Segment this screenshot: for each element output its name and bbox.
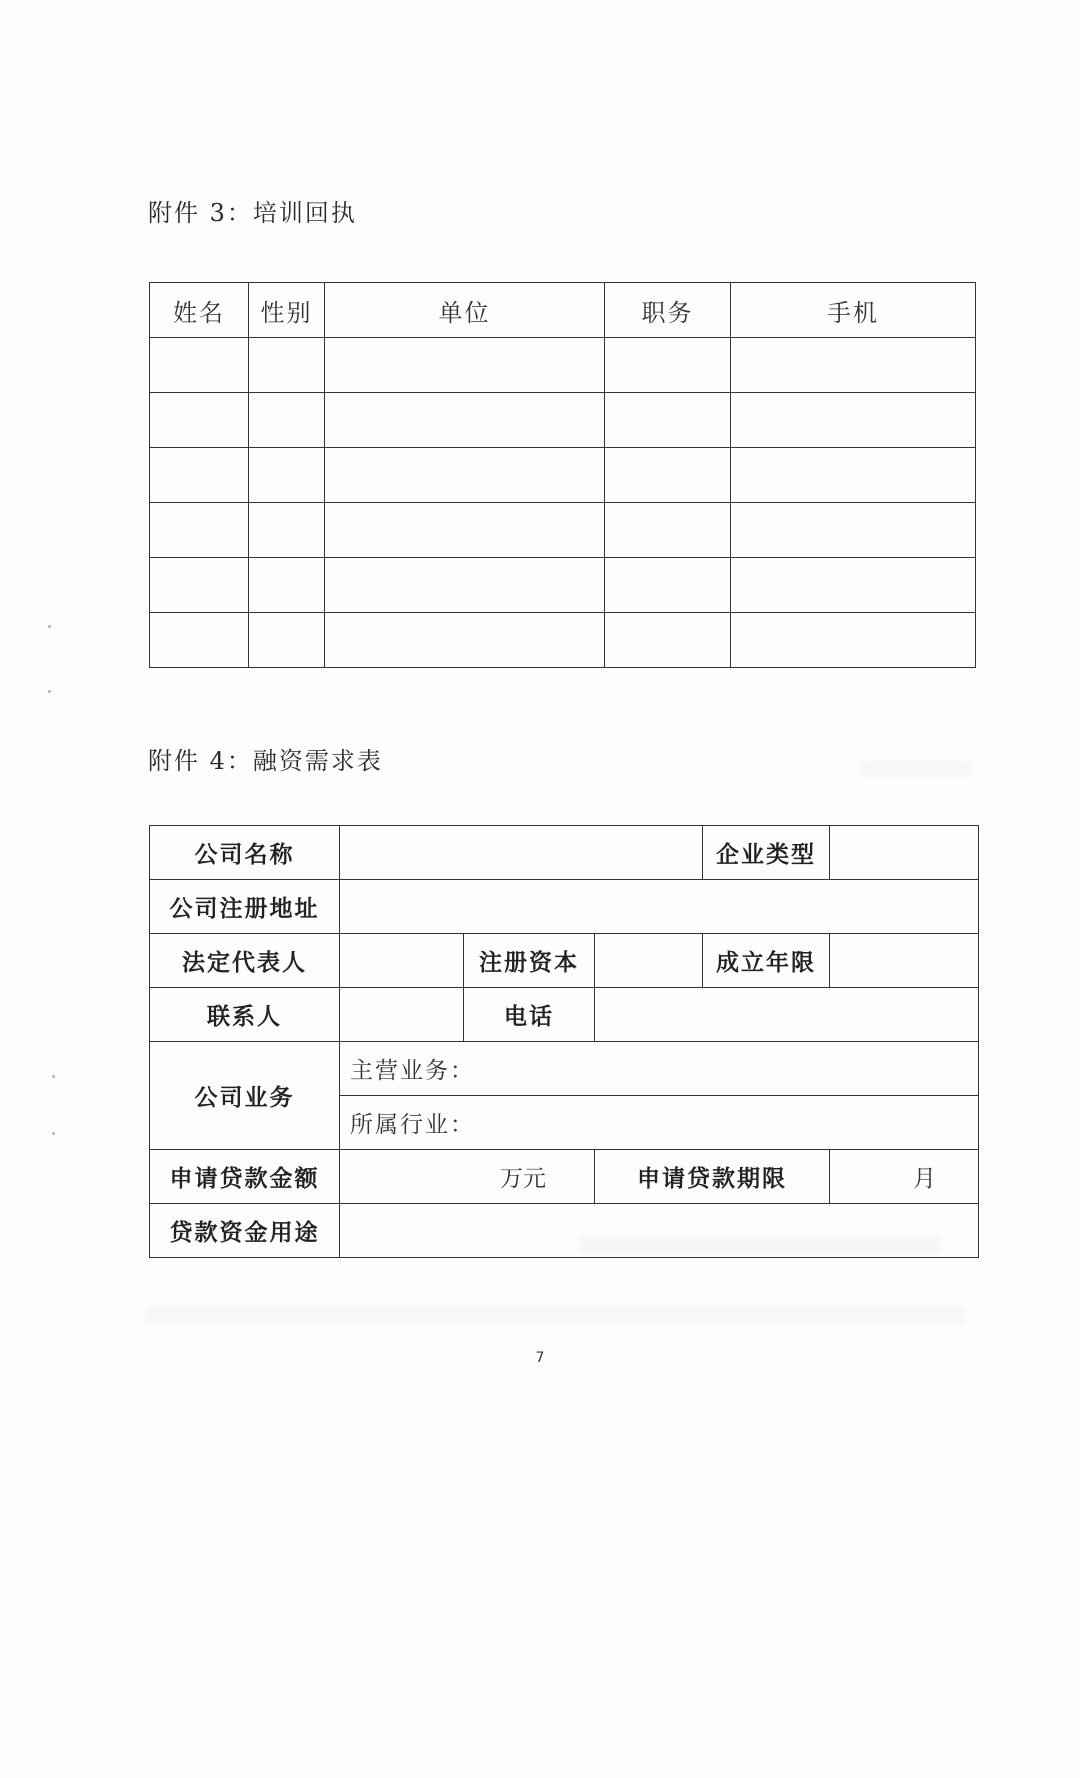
legal-representative-field[interactable]	[340, 934, 464, 988]
loan-purpose-label: 贷款资金用途	[150, 1204, 340, 1258]
company-name-row	[150, 826, 979, 880]
gender-cell[interactable]	[249, 448, 325, 503]
organization-cell[interactable]	[325, 503, 605, 558]
name-cell[interactable]	[150, 558, 249, 613]
loan-term-label: 申请贷款期限	[595, 1150, 830, 1204]
contact-person-label: 联系人	[150, 988, 340, 1042]
header-gender: 性别	[249, 283, 325, 338]
table-row	[150, 448, 976, 503]
mobile-cell[interactable]	[731, 613, 976, 668]
mobile-cell[interactable]	[731, 503, 976, 558]
header-name: 姓名	[150, 283, 249, 338]
table-row	[150, 393, 976, 448]
header-position: 职务	[605, 283, 731, 338]
position-cell[interactable]	[605, 393, 731, 448]
phone-field[interactable]	[595, 988, 979, 1042]
loan-amount-label: 申请贷款金额	[150, 1150, 340, 1204]
organization-cell[interactable]	[325, 613, 605, 668]
loan-amount-field[interactable]: 万元	[340, 1150, 595, 1204]
position-cell[interactable]	[605, 613, 731, 668]
industry-field[interactable]: 所属行业：	[340, 1096, 979, 1150]
name-cell[interactable]	[150, 338, 249, 393]
gender-cell[interactable]	[249, 338, 325, 393]
gender-cell[interactable]	[249, 613, 325, 668]
financing-demand-table	[149, 825, 979, 1258]
scan-artifact	[860, 760, 970, 778]
company-name-label: 公司名称	[150, 826, 340, 880]
mobile-cell[interactable]	[731, 338, 976, 393]
attachment4-heading: 附件 4：融资需求表	[148, 747, 383, 775]
years-established-label: 成立年限	[703, 934, 830, 988]
position-cell[interactable]	[605, 338, 731, 393]
registered-capital-field[interactable]	[595, 934, 703, 988]
organization-cell[interactable]	[325, 558, 605, 613]
attachment3-heading: 附件 3：培训回执	[148, 199, 357, 227]
enterprise-type-field[interactable]	[830, 826, 979, 880]
organization-cell[interactable]	[325, 393, 605, 448]
gender-cell[interactable]	[249, 393, 325, 448]
scan-speck	[52, 1132, 55, 1135]
organization-cell[interactable]	[325, 448, 605, 503]
main-business-field[interactable]: 主营业务：	[340, 1042, 979, 1096]
years-established-field[interactable]	[830, 934, 979, 988]
company-business-row	[150, 1042, 979, 1096]
scan-artifact	[145, 1306, 965, 1324]
mobile-cell[interactable]	[731, 558, 976, 613]
table-header-row	[150, 283, 976, 338]
header-organization: 单位	[325, 283, 605, 338]
name-cell[interactable]	[150, 613, 249, 668]
mobile-cell[interactable]	[731, 393, 976, 448]
registered-address-field[interactable]	[340, 880, 979, 934]
legal-representative-label: 法定代表人	[150, 934, 340, 988]
position-cell[interactable]	[605, 448, 731, 503]
name-cell[interactable]	[150, 448, 249, 503]
position-cell[interactable]	[605, 503, 731, 558]
enterprise-type-label: 企业类型	[703, 826, 830, 880]
registered-address-row	[150, 880, 979, 934]
phone-label: 电话	[464, 988, 595, 1042]
loan-purpose-field[interactable]	[340, 1204, 979, 1258]
table-row	[150, 613, 976, 668]
scan-speck	[48, 625, 51, 628]
table-row	[150, 558, 976, 613]
registered-capital-label: 注册资本	[464, 934, 595, 988]
legal-info-row	[150, 934, 979, 988]
header-mobile: 手机	[731, 283, 976, 338]
loan-term-field[interactable]: 月	[830, 1150, 979, 1204]
contact-row	[150, 988, 979, 1042]
gender-cell[interactable]	[249, 558, 325, 613]
name-cell[interactable]	[150, 503, 249, 558]
organization-cell[interactable]	[325, 338, 605, 393]
company-business-label: 公司业务	[150, 1042, 340, 1150]
mobile-cell[interactable]	[731, 448, 976, 503]
contact-person-field[interactable]	[340, 988, 464, 1042]
training-receipt-table	[149, 282, 976, 668]
gender-cell[interactable]	[249, 503, 325, 558]
name-cell[interactable]	[150, 393, 249, 448]
table-row	[150, 338, 976, 393]
company-name-field[interactable]	[340, 826, 703, 880]
scan-speck	[52, 1075, 55, 1078]
scan-speck	[48, 690, 51, 693]
loan-purpose-row	[150, 1204, 979, 1258]
position-cell[interactable]	[605, 558, 731, 613]
registered-address-label: 公司注册地址	[150, 880, 340, 934]
page-number: 7	[535, 1350, 545, 1366]
table-row	[150, 503, 976, 558]
loan-row	[150, 1150, 979, 1204]
